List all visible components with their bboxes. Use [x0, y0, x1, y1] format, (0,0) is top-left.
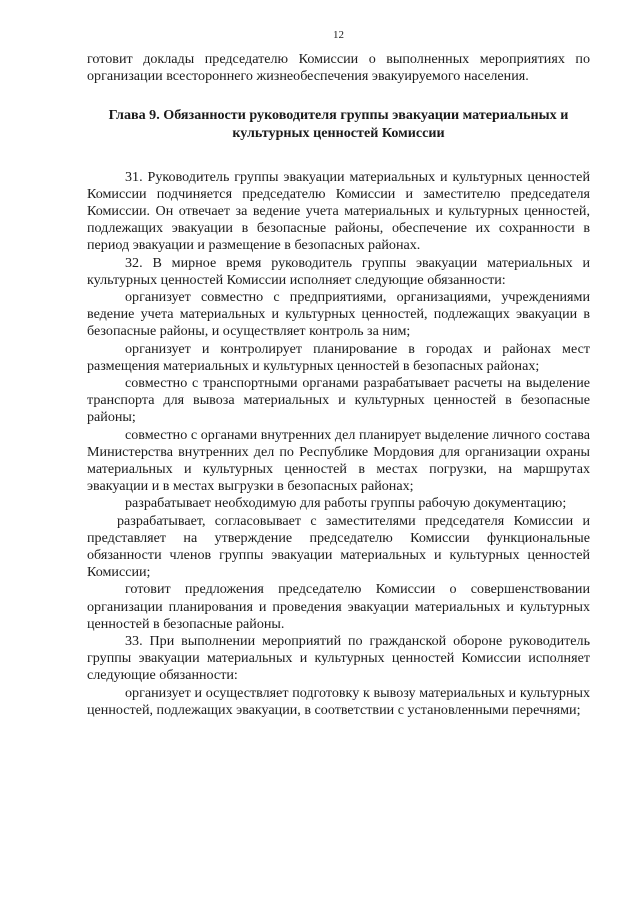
document-body: [87, 51, 590, 719]
duty-item: совместно с органами внутренних дел планирует выделение личного состава Министерства внутренних дел по Республике Мордовия для организации охраны материальных и культурных ценностей в местах погрузки, на маршрутах эвакуации и в местах выгрузки в безопасных районах;: [87, 426, 590, 495]
paragraph-32: 32. В мирное время руководитель группы эвакуации материальных и культурных ценностей Комиссии исполняет следующие обязанности:: [87, 254, 590, 288]
paragraph-top: готовит доклады председателю Комиссии о выполненных мероприятиях по организации всестороннего жизнеобеспечения эвакуируемого населения.: [87, 51, 590, 85]
duty-item: организует совместно с предприятиями, организациями, учреждениями ведение учета материальных и культурных ценностей, подлежащих эвакуации в безопасные районы, и осуществляет контроль за ним;: [87, 289, 590, 340]
chapter-heading: Глава 9. Обязанности руководителя группы эвакуации материальных и культурных ценностей Комиссии: [108, 107, 569, 141]
duty-item: совместно с транспортными органами разрабатывает расчеты на выделение транспорта для вывоза материальных и культурных ценностей в безопасные районы;: [87, 375, 590, 426]
paragraph-33: 33. При выполнении мероприятий по гражданской обороне руководитель группы эвакуации материальных и культурных ценностей Комиссии исполняет следующие обязанности:: [87, 633, 590, 684]
duty-item: разрабатывает, согласовывает с заместителями председателя Комиссии и представляет на утверждение председателю Комиссии функциональные обязанности членов группы эвакуации материальных и культурных ценностей Комиссии;: [87, 512, 590, 581]
paragraph-31: 31. Руководитель группы эвакуации материальных и культурных ценностей Комиссии подчиняется председателю Комиссии и заместителю председателя Комиссии. Он отвечает за ведение учета материальных и культурных ценностей, подлежащих эвакуации в безопасные районы, обеспечение их сохранности в период эвакуации и размещение в безопасных районах.: [87, 168, 590, 254]
duty-item: организует и контролирует планирование в городах и районах мест размещения материальных и культурных ценностей в безопасных районах;: [87, 340, 590, 374]
duty-item: организует и осуществляет подготовку к вывозу материальных и культурных ценностей, подлежащих эвакуации, в соответствии с установленными перечнями;: [87, 684, 590, 718]
page-number: 12: [333, 29, 344, 41]
duty-item: готовит предложения председателю Комиссии о совершенствовании организации планирования и проведения эвакуации материальных и культурных ценностей в безопасные районы.: [87, 581, 590, 632]
duty-item: разрабатывает необходимую для работы группы рабочую документацию;: [125, 495, 567, 512]
